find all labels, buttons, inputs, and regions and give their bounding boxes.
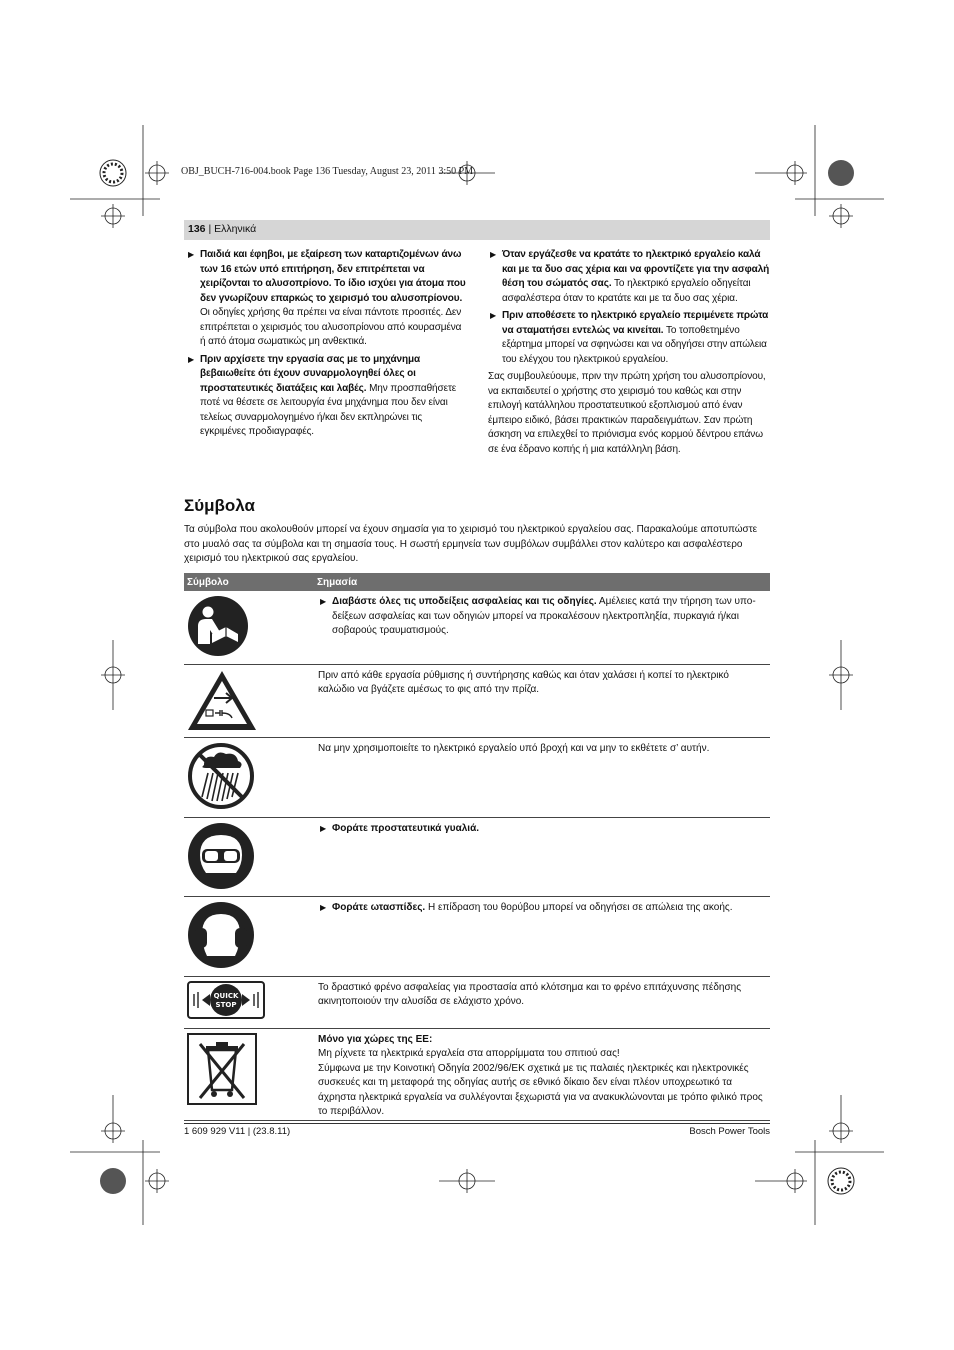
table-row: Πριν από κάθε εργασία ρύθμισης ή συντήρησης καθώς και όταν χαλάσει ή κοπεί το ηλεκτρικό καλώδιο να βγάζετε αμέσως το φις από την πρίζα. (184, 664, 770, 738)
table-row: QUICK STOP Το δραστικό φρένο ασφαλείας για προστασία από κλότσημα και το φρένο επιτάχυνσης πέδησης ακινητοποιούν την αλυσίδα σε ελάχιστο χρόνο. (184, 976, 770, 1028)
table-row: ▶ Διαβάστε όλες τις υποδείξεις ασφαλείας και τις οδηγίες. Αμέλειες κατά την τήρηση των υπο-δείξεων ασφαλείας και των οδηγιών μπορεί να προκαλέσουν ηλεκτροπληξία, πυρκαγιά ή/και σοβαρούς τραυματισμούς. (184, 591, 770, 664)
footer-brand: Bosch Power Tools (689, 1126, 770, 1137)
safety-item: ▶ Όταν εργάζεσθε να κρατάτε το ηλεκτρικό εργαλείο καλά και με τα δυο σας χέρια και να φροντίζετε για την ασφαλή θέση του σώματός σας. Το ηλεκτρικό εργαλείο οδηγείται ασφαλέστερα όταν το κρατάτε και με τα δυο σας χέρια. (490, 249, 770, 304)
training-paragraph: Σας συμβουλεύουμε, πριν την πρώτη χρήση του αλυσοπρίονου, να εκπαιδευτεί ο χρήστης στο χειρισμό του καθώς και στην επιλογή κατάλληλου προστατευτικού εξοπλισμού από έναν έμπειρο ειδικό, βάσει πρακτικών παραδειγμάτων. Σαν πρώτη άσκηση να επιλεχθεί το πριόνισμα ενός κορμού δέντρου επάνω σε ένα έδρανο κοπής ή μια κατάλληλη βάση. (488, 371, 766, 455)
language-label: Ελληνικά (214, 223, 257, 235)
bullet-triangle-icon: ▶ (490, 250, 497, 259)
bullet-triangle-icon: ▶ (320, 903, 327, 912)
table-row: Μόνο για χώρες της ΕΕ: Μη ρίχνετε τα ηλεκτρικά εργαλεία στα απορρίμματα του σπιτιού σας! Σύμφωνα με την Κοινοτική Οδηγία 2002/96/ΕΚ σχετικά με τις παλαιές ηλεκτρικές και ηλεκτρονικές συσκευές και τη μεταφορά της οδηγίας αυτής σε εθνικό δίκαιο δεν είναι πλέον υποχρεωτικό τα άχρηστα ηλεκτρικά εργαλεία να συλλέγονται ξεχωριστά για να ανακυκλώνονται με τρόπο φιλικό προς το περιβάλλον. (184, 1028, 770, 1120)
section-title: Σύμβολα (184, 496, 255, 515)
section-intro: Τα σύμβολα που ακολουθούν μπορεί να έχουν σημασία για το χειρισμό του ηλεκτρικού εργαλείου σας. Παρακαλούμε αποτυπώστε στο μυαλό σας τα σύμβολα και τη σημασία τους. Η σωστή ερμηνεία των συμβόλων συμβάλλει στον καλύτερο και ασφαλέστερο χειρισμό του ηλεκτρικού σας εργαλείου. (184, 524, 758, 564)
safety-item: ▶ Παιδιά και έφηβοι, με εξαίρεση των καταρτιζομένων άνω των 16 ετών υπό επιτήρηση, δεν επιτρέπεται να χειρίζονται το αλυσοπρίονο. Το ίδιο ισχύει για άτομα που δεν γνωρίζουν επαρκώς το χειρισμό του αλυσοπρίονου. Οι οδηγίες χρήσης θα πρέπει να είναι πάντοτε προσιτές. Δεν επιτρέπεται ο χειρισμός του αλυσοπρίονου από κουρασμένα ή από άτομα σωματικώς μη ανθεκτικά. (188, 249, 466, 347)
print-info: OBJ_BUCH-716-004.book Page 136 Tuesday, August 23, 2011 3:50 PM (181, 166, 474, 177)
stop-label: STOP (215, 1000, 237, 1009)
safety-item: ▶ Πριν αρχίσετε την εργασία σας με το μηχάνημα βεβαιωθείτε ότι έχουν συναρμολογηθεί όλες οι προστατευτικές διατάξεις και λαβές. Μην προσπαθήσετε ποτέ να θέσετε σε λειτουργία ένα μηχάνημα που δεν είναι τελείως συναρμολογημένο ή/και δεν εκπληρώνει τις εγκριμένες προδιαγραφές. (188, 353, 457, 437)
column-header-meaning: Σημασία (314, 573, 770, 591)
safety-item: ▶ Πριν αποθέσετε το ηλεκτρικό εργαλείο περιμένετε πρώτα να σταματήσει εντελώς να κινείται. Το τοποθετημένο εξάρτημα μπορεί να σφηνώσει και να οδηγήσει στην απώλεια του ελέγχου του ηλεκτρικού εργαλείου. (490, 310, 769, 365)
page-header-label: 136 | Ελληνικά (188, 223, 257, 235)
bullet-triangle-icon: ▶ (188, 354, 195, 364)
bullet-triangle-icon: ▶ (320, 597, 327, 606)
bullet-triangle-icon: ▶ (320, 823, 327, 833)
table-row: ▶ Φοράτε ωτασπίδες. Η επίδραση του θορύβου μπορεί να οδηγήσει σε απώλεια της ακοής. (184, 897, 770, 977)
bullet-triangle-icon: ▶ (490, 311, 497, 320)
table-row: ▶ Φοράτε προστατευτικά γυαλιά. (184, 817, 770, 897)
bullet-triangle-icon: ▶ (188, 250, 195, 259)
page-number: 136 (188, 223, 206, 235)
footer-doc-number: 1 609 929 V11 | (23.8.11) (184, 1126, 291, 1137)
table-row: Να μην χρησιμοποιείτε το ηλεκτρικό εργαλείο υπό βροχή και να μην το εκθέτετε σ’ αυτήν. (184, 738, 770, 818)
quick-label: QUICK (213, 991, 239, 1000)
column-header-symbol: Σύμβολο (184, 573, 314, 591)
